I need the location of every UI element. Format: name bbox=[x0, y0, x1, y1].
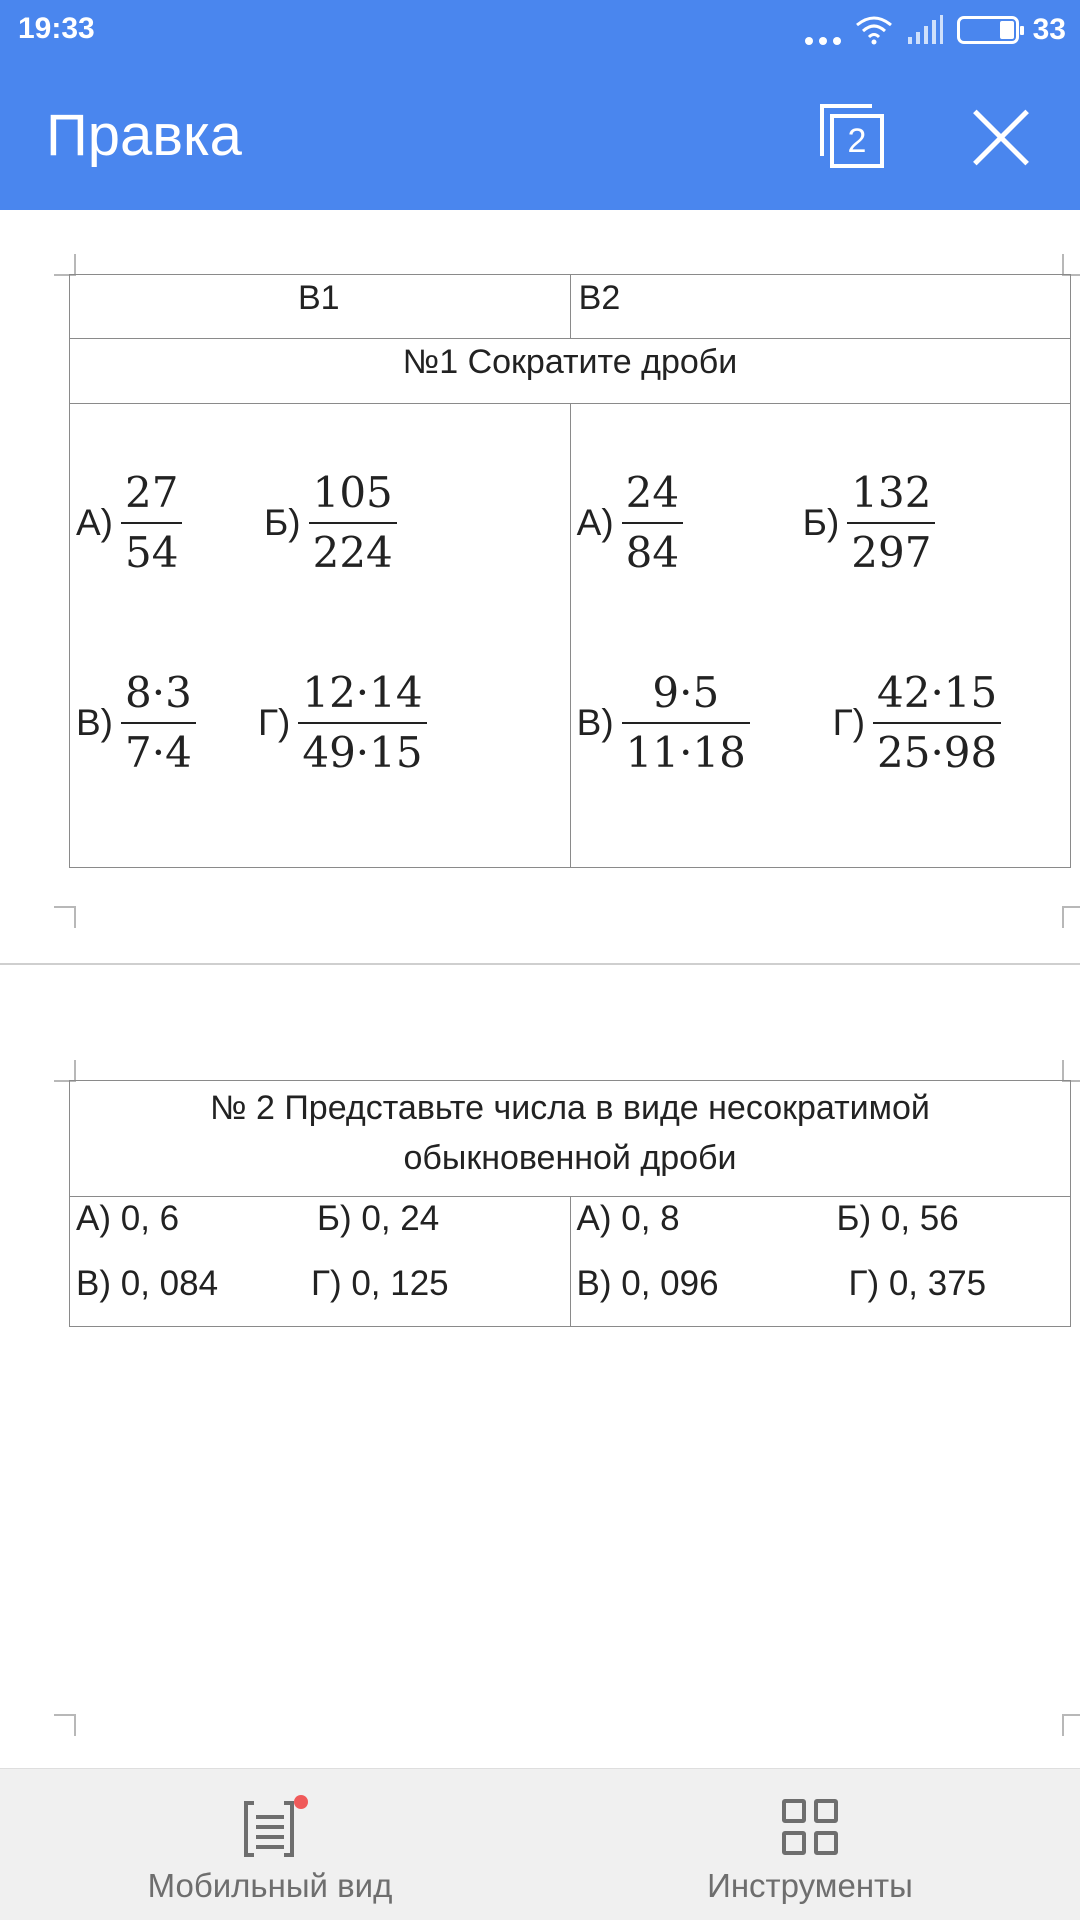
status-icons bbox=[805, 10, 1066, 50]
page-separator bbox=[0, 963, 1080, 965]
variant-2-answers bbox=[570, 1197, 1071, 1327]
fraction-item: Г) $\frac{12\cdot 14}{49\cdot 15}$ bbox=[258, 668, 427, 779]
task-2-title bbox=[70, 1081, 1071, 1197]
decimal-item: В) 0, 084 bbox=[76, 1264, 219, 1303]
status-bar bbox=[0, 0, 1080, 60]
mobile-view-label: Мобильный вид bbox=[147, 1867, 393, 1904]
pages-button[interactable] bbox=[820, 104, 884, 168]
mobile-view-icon bbox=[244, 1801, 294, 1857]
variant-2-cell bbox=[570, 404, 1070, 868]
page-title: Правка bbox=[46, 103, 242, 168]
fractions-table bbox=[69, 274, 1071, 868]
fraction-item: Г) $\frac{42\cdot 15}{25\cdot 98}$ bbox=[833, 668, 1002, 779]
document-view[interactable] bbox=[0, 210, 1080, 1768]
variant-1-answers bbox=[70, 1197, 571, 1327]
tools-label: Инструменты bbox=[707, 1867, 913, 1904]
app-bar bbox=[0, 0, 1080, 210]
battery-icon bbox=[957, 16, 1019, 44]
status-time: 19:33 bbox=[18, 12, 95, 45]
bottom-toolbar bbox=[0, 1768, 1080, 1920]
fraction-item: В) $\frac{8\cdot 3}{7\cdot 4}$ bbox=[76, 668, 196, 779]
decimal-item: А) 0, 6 bbox=[76, 1199, 180, 1238]
crop-mark bbox=[54, 1060, 76, 1082]
decimal-item: Б) 0, 56 bbox=[836, 1199, 959, 1238]
fraction-item: Б) $\frac{132}{297}$ bbox=[803, 468, 936, 579]
task-1-title: №1 Сократите дроби bbox=[70, 339, 1071, 404]
header-variant-1: В1 bbox=[70, 275, 571, 339]
close-button[interactable] bbox=[972, 108, 1030, 166]
decimals-table bbox=[69, 1080, 1071, 1327]
mobile-view-button[interactable] bbox=[120, 1769, 420, 1920]
header-variant-2: В2 bbox=[570, 275, 1070, 339]
tools-button[interactable] bbox=[660, 1769, 960, 1920]
fraction-item: А) $\frac{27}{54}$ bbox=[76, 468, 182, 579]
crop-mark bbox=[1062, 254, 1080, 276]
grid-icon bbox=[782, 1799, 840, 1857]
variant-1-cell bbox=[70, 404, 571, 868]
decimal-item: Г) 0, 375 bbox=[848, 1264, 987, 1303]
crop-mark bbox=[1062, 1714, 1080, 1736]
decimal-item: Г) 0, 125 bbox=[311, 1264, 449, 1303]
fraction-item: А) $\frac{24}{84}$ bbox=[577, 468, 683, 579]
crop-mark bbox=[54, 1714, 76, 1736]
pages-count: 2 bbox=[830, 114, 884, 168]
signal-icon bbox=[907, 15, 943, 45]
crop-mark bbox=[54, 254, 76, 276]
task-2-title-line-1: № 2 Представьте числа в виде несократимой bbox=[210, 1089, 930, 1127]
fraction-item: В) $\frac{9\cdot 5}{11\cdot 18}$ bbox=[577, 668, 750, 779]
crop-mark bbox=[1062, 906, 1080, 928]
decimal-item: В) 0, 096 bbox=[576, 1264, 719, 1303]
task-2-title-line-2: обыкновенной дроби bbox=[403, 1139, 737, 1177]
fraction-item: Б) $\frac{105}{224}$ bbox=[264, 468, 397, 579]
decimal-item: Б) 0, 24 bbox=[317, 1199, 440, 1238]
wifi-icon bbox=[855, 15, 893, 45]
notification-dot bbox=[294, 1795, 308, 1809]
battery-level: 33 bbox=[1032, 13, 1066, 46]
crop-mark bbox=[1062, 1060, 1080, 1082]
more-dots-icon bbox=[805, 15, 841, 45]
crop-mark bbox=[54, 906, 76, 928]
decimal-item: А) 0, 8 bbox=[576, 1199, 680, 1238]
